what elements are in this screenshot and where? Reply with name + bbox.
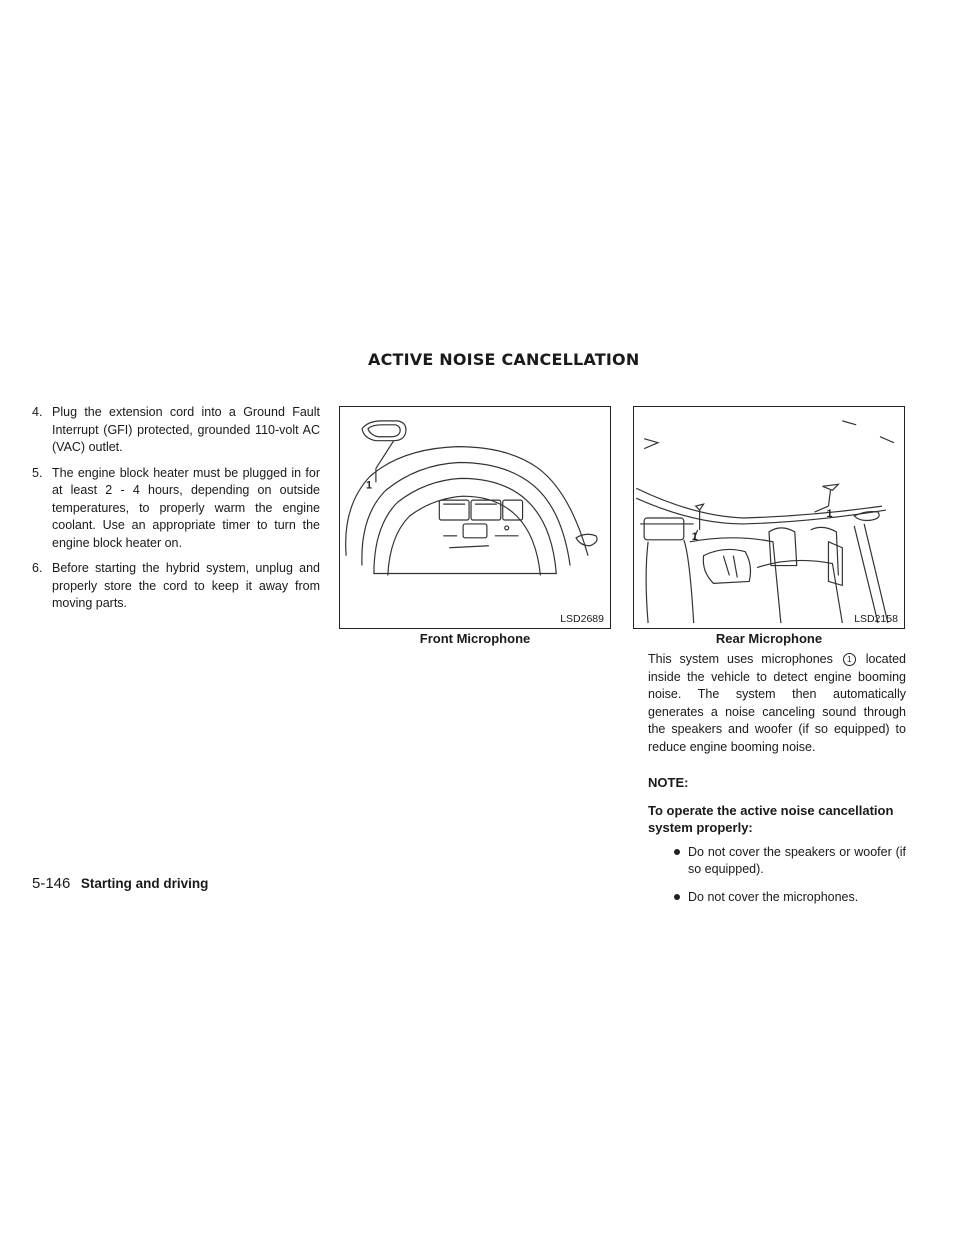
intro-paragraph [648,651,906,756]
bullet-icon [674,894,680,900]
list-item [648,844,906,879]
step-item [32,404,320,457]
list-item [648,889,906,907]
rear-microphone-caption: Rear Microphone [715,631,823,646]
rear-microphone-illustration [634,407,904,628]
note-text: To operate the active noise cancellation system properly: [648,802,894,835]
instruction-steps [32,404,320,621]
bullet-list [648,844,906,907]
front-microphone-figure [339,406,611,629]
bullet-text: Do not cover the microphones. [688,889,859,904]
step-number: 6. [32,561,43,575]
note-label: NOTE: [648,775,689,790]
step-item [32,560,320,613]
description-column [648,651,906,916]
step-number: 5. [32,465,43,480]
page-number: 5-146 [32,875,71,892]
front-microphone-illustration [340,407,610,628]
front-microphone-caption: Front Microphone [419,631,531,646]
bullet-icon [674,849,680,855]
step-text: The engine block heater must be plugged in for at least 2 - 4 hours, depending on outside temperatures, to properly warm the engine coolant. Use an appropriate timer to turn the engine block heater on. [52,465,320,550]
bullet-text: Do not cover the speakers or woofer (if so equipped). [688,844,906,876]
section-title: ACTIVE NOISE CANCELLATION [368,350,640,369]
figure-callout-number: 1 [826,508,833,521]
step-text: Plug the extension cord into a Ground Fault Interrupt (GFI) protected, grounded 110-volt AC (VAC) outlet. [52,405,320,454]
intro-text-after: located inside the vehicle to detect engine booming noise. The system then automatically generates a noise canceling sound through the speakers and woofer (if so equipped) to reduce engine booming noise. [648,652,906,754]
page-footer [32,875,208,893]
intro-text-before: This system uses microphones [648,652,833,666]
chapter-title: Starting and driving [80,876,209,891]
figure-callout-number: 1 [365,479,373,492]
callout-circle-icon: 1 [843,653,856,666]
figure-callout-number: 1 [691,530,698,543]
figure-code: LSD2158 [854,613,898,625]
step-number: 4. [32,405,43,419]
rear-microphone-figure [633,406,905,629]
step-text: Before starting the hybrid system, unplug and properly store the cord to keep it away from moving parts. [52,561,320,610]
figure-code: LSD2689 [560,613,604,625]
step-item [32,465,320,553]
